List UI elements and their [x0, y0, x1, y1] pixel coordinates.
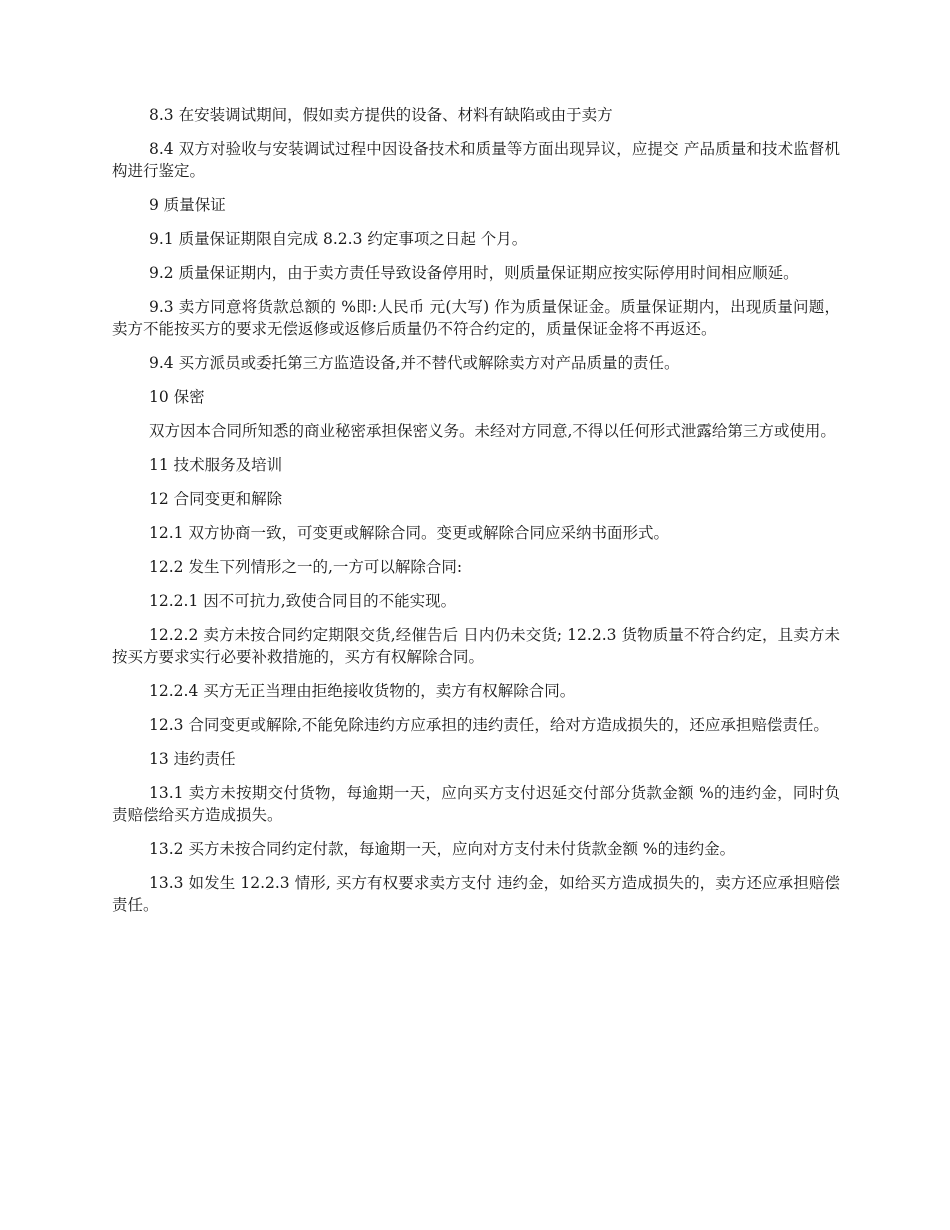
- paragraph-12-1: 12.1 双方协商一致，可变更或解除合同。变更或解除合同应采纳书面形式。: [149, 524, 669, 542]
- paragraph-12-3: 12.3 合同变更或解除,不能免除违约方应承担的违约责任，给对方造成损失的，还应承担赔偿责任。: [149, 716, 829, 734]
- section-heading-11: 11 技术服务及培训: [149, 456, 283, 474]
- paragraph-13-1: 13.1 卖方未按期交付货物，每逾期一天，应向买方支付迟延交付部分货款金额 %的违约金，同时负责赔偿给买方造成损失。: [112, 784, 840, 824]
- paragraph-9-3: 9.3 卖方同意将货款总额的 %即:人民币 元(大写) 作为质量保证金。质量保证期内，出现质量问题，卖方不能按买方的要求无偿返修或返修后质量仍不符合约定的，质量保证金将不再返还。: [112, 298, 840, 338]
- paragraph-12-2-2: 12.2.2 卖方未按合同约定期限交货,经催告后 日内仍未交货; 12.2.3 货物质量不符合约定，且卖方未按买方要求实行必要补救措施的，买方有权解除合同。: [112, 626, 840, 666]
- paragraph-9-1: 9.1 质量保证期限自完成 8.2.3 约定事项之日起 个月。: [149, 230, 528, 248]
- paragraph-9-4: 9.4 买方派员或委托第三方监造设备,并不替代或解除卖方对产品质量的责任。: [149, 354, 680, 372]
- section-heading-12: 12 合同变更和解除: [149, 490, 283, 508]
- section-heading-9: 9 质量保证: [149, 196, 226, 214]
- section-heading-10: 10 保密: [149, 388, 205, 406]
- paragraph-10-body: 双方因本合同所知悉的商业秘密承担保密义务。未经对方同意,不得以任何形式泄露给第三方或使用。: [149, 422, 836, 440]
- paragraph-8-3: 8.3 在安装调试期间，假如卖方提供的设备、材料有缺陷或由于卖方: [149, 106, 613, 124]
- paragraph-13-3: 13.3 如发生 12.2.3 情形, 买方有权要求卖方支付 违约金，如给买方造成损失的，卖方还应承担赔偿责任。: [112, 874, 840, 914]
- paragraph-12-2: 12.2 发生下列情形之一的,一方可以解除合同:: [149, 558, 463, 576]
- section-heading-13: 13 违约责任: [149, 750, 236, 768]
- document-page: [112, 104, 840, 928]
- paragraph-13-2: 13.2 买方未按合同约定付款，每逾期一天，应向对方支付未付货款金额 %的违约金。: [149, 840, 736, 858]
- paragraph-12-2-4: 12.2.4 买方无正当理由拒绝接收货物的，卖方有权解除合同。: [149, 682, 576, 700]
- paragraph-12-2-1: 12.2.1 因不可抗力,致使合同目的不能实现。: [149, 592, 457, 610]
- paragraph-9-2: 9.2 质量保证期内，由于卖方责任导致设备停用时，则质量保证期应按实际停用时间相应顺延。: [149, 264, 799, 282]
- paragraph-8-4: 8.4 双方对验收与安装调试过程中因设备技术和质量等方面出现异议，应提交 产品质量和技术监督机构进行鉴定。: [112, 140, 840, 180]
